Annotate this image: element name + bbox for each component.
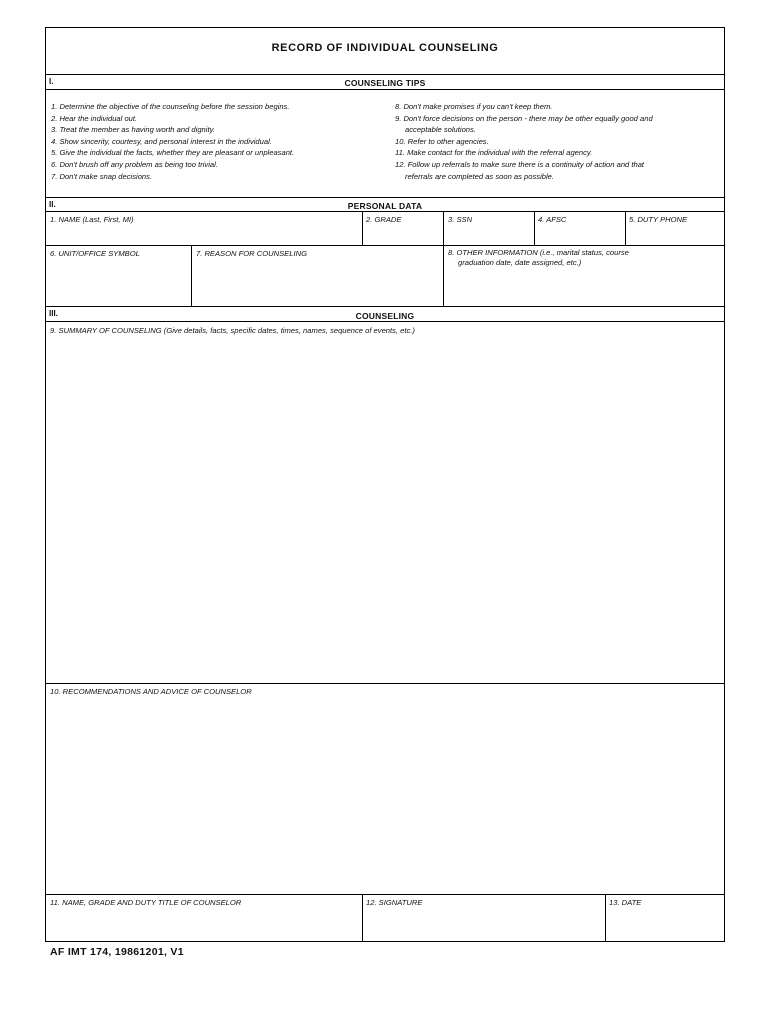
signature-field[interactable] [363, 895, 604, 940]
form-number: AF IMT 174, 19861201, V1 [50, 946, 184, 958]
tips-list-left [51, 101, 294, 182]
counseling-form [45, 27, 725, 942]
section-title-counseling-tips: COUNSELING TIPS [344, 78, 426, 88]
section-number-1: I. [49, 77, 54, 86]
section-title-personal-data: PERSONAL DATA [347, 201, 423, 211]
divider [46, 74, 724, 75]
ssn-label: 3. SSN [448, 215, 473, 224]
tip-item: 5. Give the individual the facts, whether they are pleasant or unpleasant. [51, 148, 295, 158]
date-label: 13. DATE [609, 898, 642, 907]
tip-item: 2. Hear the individual out. [51, 113, 138, 123]
tip-item: referrals are completed as soon as possible. [405, 171, 554, 181]
other-info-label-cont: graduation date, date assigned, etc.) [458, 258, 582, 267]
divider [46, 89, 724, 90]
recommendations-field[interactable] [47, 684, 723, 893]
summary-label: 9. SUMMARY OF COUNSELING (Give details, facts, specific dates, times, names, sequence of events, etc.) [50, 326, 415, 335]
tip-item: 10. Refer to other agencies. [395, 136, 489, 146]
tip-item: 4. Show sincerity, courtesy, and personal interest in the individual. [51, 136, 272, 146]
unit-office-field[interactable] [47, 246, 190, 305]
tip-item: 7. Don't make snap decisions. [51, 171, 153, 181]
reason-label: 7. REASON FOR COUNSELING [196, 249, 307, 258]
name-field[interactable] [47, 212, 361, 244]
ssn-field[interactable] [444, 212, 533, 244]
tips-list-right [395, 101, 653, 182]
section-number-3: III. [49, 309, 58, 318]
tip-item: 3. Treat the member as having worth and dignity. [51, 125, 215, 135]
section-number-2: II. [49, 200, 56, 209]
recommendations-label: 10. RECOMMENDATIONS AND ADVICE OF COUNSELOR [50, 687, 252, 696]
date-field[interactable] [606, 895, 723, 940]
unit-office-label: 6. UNIT/OFFICE SYMBOL [50, 249, 140, 258]
tip-item: acceptable solutions. [405, 125, 476, 135]
tip-item: 1. Determine the objective of the counseling before the session begins. [51, 102, 290, 111]
tip-item: 8. Don't make promises if you can't keep them. [395, 102, 553, 111]
other-info-field[interactable] [444, 246, 723, 305]
reason-field[interactable] [192, 246, 442, 305]
duty-phone-label: 5. DUTY PHONE [629, 215, 688, 224]
summary-field[interactable] [47, 322, 723, 682]
name-label: 1. NAME (Last, First, MI) [50, 215, 134, 224]
grade-label: 2. GRADE [366, 215, 402, 224]
afsc-label: 4. AFSC [538, 215, 567, 224]
other-info-label: 8. OTHER INFORMATION (i.e., marital status, course [448, 248, 629, 257]
section-title-counseling: COUNSELING [355, 311, 415, 321]
tip-item: 11. Make contact for the individual with the referral agency. [395, 148, 593, 158]
tip-item: 9. Don't force decisions on the person - there may be other equally good and [395, 113, 653, 123]
duty-phone-field[interactable] [626, 212, 723, 244]
signature-label: 12. SIGNATURE [366, 898, 423, 907]
counselor-name-label: 11. NAME, GRADE AND DUTY TITLE OF COUNSELOR [50, 898, 242, 907]
form-title: RECORD OF INDIVIDUAL COUNSELING [271, 42, 499, 54]
tip-item: 6. Don't brush off any problem as being too trivial. [51, 159, 218, 169]
divider [46, 306, 724, 307]
afsc-field[interactable] [535, 212, 624, 244]
tip-item: 12. Follow up referrals to make sure there is a continuity of action and that [395, 159, 645, 169]
divider [46, 197, 724, 198]
grade-field[interactable] [363, 212, 442, 244]
counselor-name-field[interactable] [47, 895, 361, 940]
